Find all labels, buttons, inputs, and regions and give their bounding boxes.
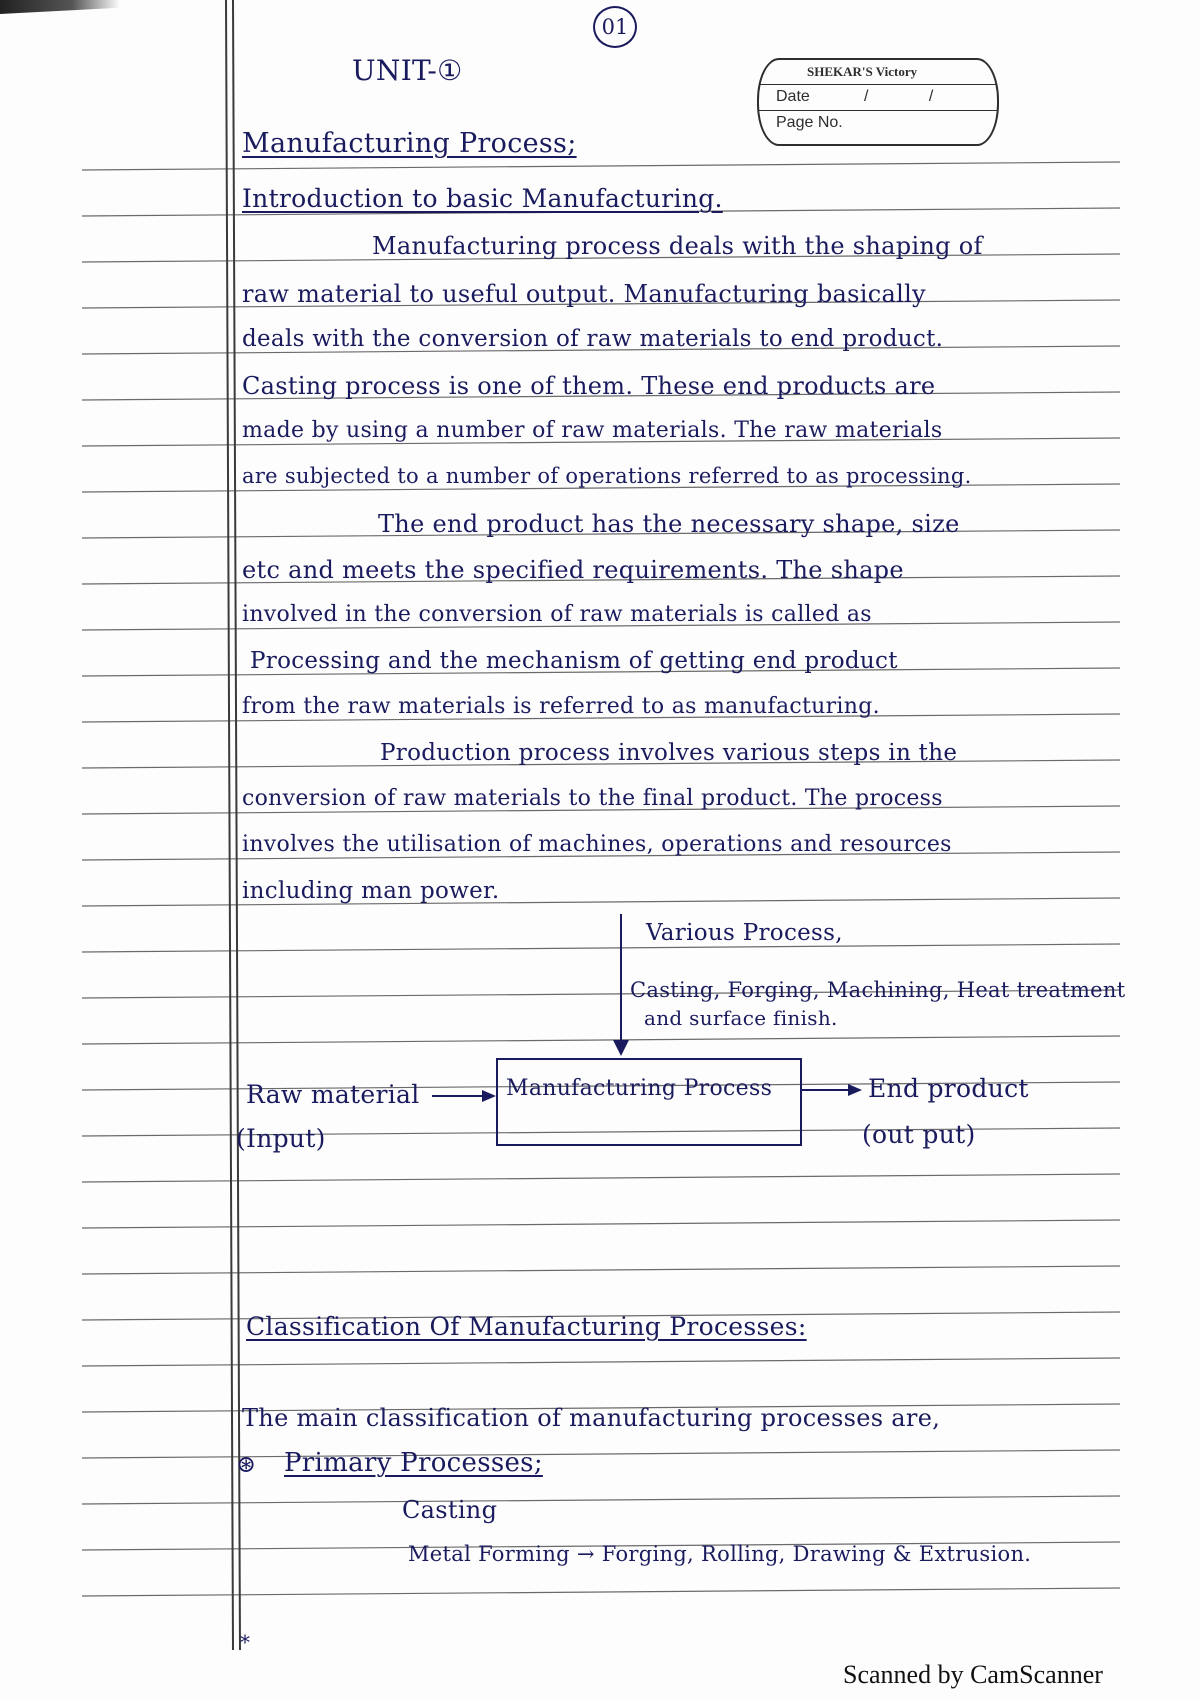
page-number: 01 <box>601 15 629 39</box>
paragraph-line: Processing and the mechanism of getting end product <box>250 648 898 674</box>
stamp-page-label: Page No. <box>776 114 843 131</box>
output-label: End product <box>868 1074 1029 1103</box>
scanner-watermark: Scanned by CamScanner <box>843 1660 1103 1689</box>
paragraph-line: etc and meets the specified requirements. The shape <box>242 556 904 584</box>
stamp-date-label: Date <box>776 88 810 105</box>
input-label: Raw material <box>246 1080 420 1109</box>
various-process-label: Various Process, <box>646 920 843 946</box>
down-arrow-icon <box>613 1040 629 1056</box>
bullet-star-icon: ⊛ <box>236 1450 257 1478</box>
paragraph-line: Manufacturing process deals with the shaping of <box>372 232 983 260</box>
bottom-mark: * <box>240 1630 251 1654</box>
unit-heading: UNIT-① <box>352 54 463 87</box>
primary-heading: Primary Processes; <box>284 1448 543 1478</box>
primary-item: Metal Forming → Forging, Rolling, Drawing & Extrusion. <box>408 1542 1032 1566</box>
classification-heading: Classification Of Manufacturing Processes: <box>246 1312 807 1341</box>
paragraph-line: deals with the conversion of raw materials to end product. <box>242 326 944 352</box>
paragraph-line: Casting process is one of them. These end products are <box>242 372 936 400</box>
paragraph-line: are subjected to a number of operations referred to as processing. <box>242 464 972 488</box>
right-arrow-icon <box>848 1084 862 1096</box>
stamp-brand: SHEKAR'S Victory <box>807 64 918 79</box>
output-sub-label: (out put) <box>862 1120 976 1149</box>
paragraph-line: from the raw materials is referred to as manufacturing. <box>242 694 880 719</box>
classification-intro: The main classification of manufacturing processes are, <box>242 1404 941 1432</box>
paragraph-line: The end product has the necessary shape, size <box>378 510 960 538</box>
manufacturing-process-box <box>496 1058 802 1146</box>
right-arrow-icon <box>482 1090 496 1102</box>
paragraph-line: raw material to useful output. Manufacturing basically <box>242 280 926 308</box>
paragraph-line: conversion of raw materials to the final product. The process <box>242 786 943 811</box>
various-process-list: Casting, Forging, Machining, Heat treatment <box>630 978 1126 1002</box>
process-box-label: Manufacturing Process <box>506 1076 773 1101</box>
paragraph-line: involved in the conversion of raw materials is called as <box>242 602 872 627</box>
page-title: Manufacturing Process; <box>242 128 577 159</box>
primary-item: Casting <box>402 1496 498 1524</box>
stamp-date-slashes: / / <box>864 88 962 105</box>
paragraph-line: including man power. <box>242 878 500 904</box>
paragraph-line: Production process involves various steps in the <box>380 740 958 766</box>
paragraph-line: made by using a number of raw materials. The raw materials <box>242 418 943 443</box>
various-process-list: and surface finish. <box>644 1006 838 1030</box>
input-sub-label: (Input) <box>236 1124 326 1153</box>
section-subtitle: Introduction to basic Manufacturing. <box>242 184 723 213</box>
paragraph-line: involves the utilisation of machines, operations and resources <box>242 832 952 857</box>
